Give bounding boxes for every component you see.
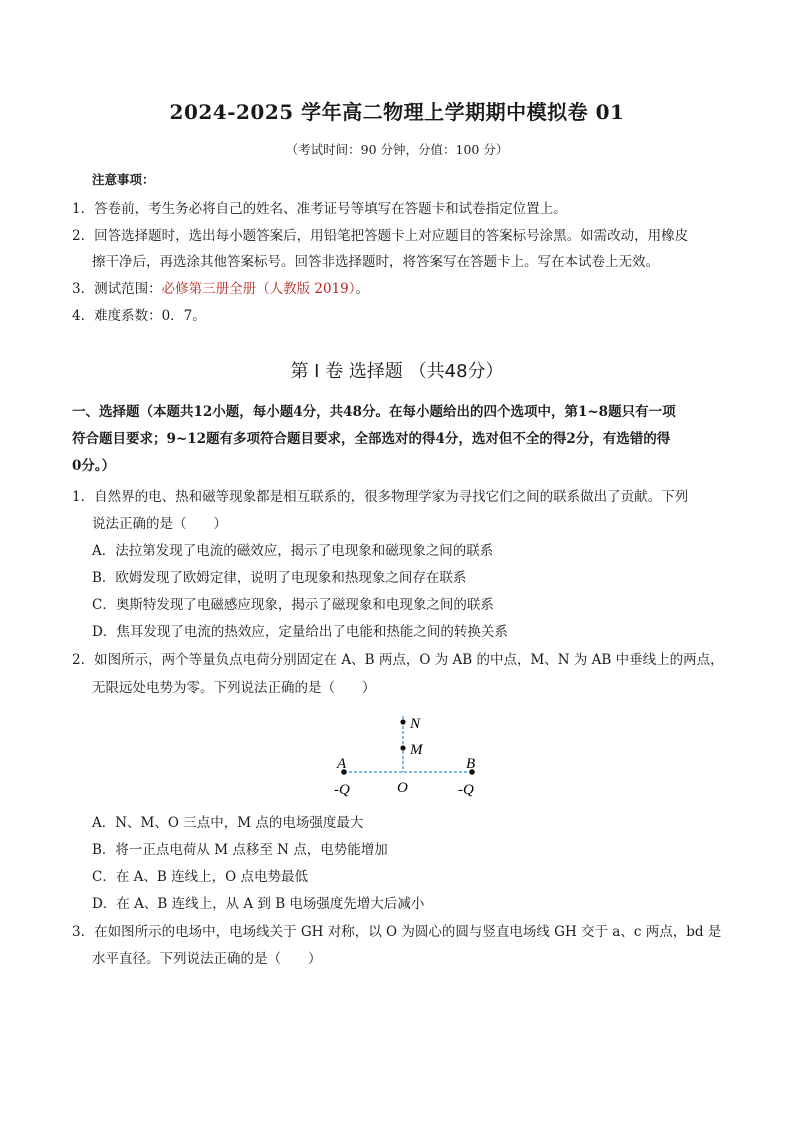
notice-highlight: 必修第三册全册（人教版 2019） [161, 281, 356, 297]
notice-num: 4． [72, 308, 95, 324]
notice-text: 回答选择题时，选出每小题答案后，用铅笔把答题卡上对应题目的答案标号涂黑。如需改动，用橡皮 [94, 228, 689, 244]
notice-num: 3． [72, 281, 95, 297]
exam-title: 2024-2025 学年高二物理上学期期中模拟卷 01 [169, 100, 625, 124]
charge-diagram-svg [326, 712, 496, 802]
q2-option-d: D．在 A、B 连线上，从 A 到 B 电场强度先增大后减小 [92, 896, 425, 912]
notice-item-4 [72, 304, 206, 324]
section-title: 第 I 卷 选择题 （共48分） [290, 361, 504, 382]
point-n [400, 719, 405, 724]
point-m [400, 745, 405, 750]
q2-option-c: C．在 A、B 连线上，O 点电势最低 [92, 869, 308, 885]
notice-text: 。 [355, 281, 369, 297]
section-instruction-2: 符合题目要求；9~12题有多项符合题目要求，全部选对的得4分，选对但不全的得2分，有选错的得 [72, 431, 671, 447]
notice-num: 1． [72, 201, 95, 217]
q1-stem-line-2: 说法正确的是（ ） [92, 516, 227, 532]
q1-option-b: B．欧姆发现了欧姆定律，说明了电现象和热现象之间存在联系 [92, 570, 467, 586]
charge-a: -Q [334, 782, 350, 798]
notice-item-1 [72, 197, 567, 217]
q3-stem-line-1: 3．在如图所示的电场中，电场线关于 GH 对称，以 O 为圆心的圆与竖直电场线 GH 交于 a、c 两点，bd 是 [72, 924, 722, 940]
q1-option-a: A．法拉第发现了电流的磁效应，揭示了电现象和磁现象之间的联系 [92, 543, 494, 559]
notice-item-2 [72, 224, 688, 244]
label-o: O [397, 780, 408, 796]
q1-option-c: C．奥斯特发现了电磁感应现象，揭示了磁现象和电现象之间的联系 [92, 597, 494, 613]
label-m: M [410, 742, 423, 758]
section-instruction-1: 一、选择题（本题共12小题，每小题4分，共48分。在每小题给出的四个选项中，第1~8题只有一项 [72, 404, 676, 420]
notice-item-3 [72, 277, 369, 297]
notice-heading: 注意事项： [92, 172, 155, 187]
q2-stem-line-1: 2．如图所示，两个等量负点电荷分别固定在 A、B 两点，O 为 AB 的中点，M、N 为 AB 中垂线上的两点， [72, 652, 724, 668]
q2-stem-line-2: 无限远处电势为零。下列说法正确的是（ ） [92, 680, 376, 696]
notice-num: 2． [72, 228, 95, 244]
notice-text: 难度系数：0．7。 [94, 308, 206, 324]
exam-subtitle: （考试时间：90 分钟，分值：100 分） [285, 142, 509, 157]
notice-text: 答卷前，考生务必将自己的姓名、准考证号等填写在答题卡和试卷指定位置上。 [94, 201, 567, 217]
q3-stem-line-2: 水平直径。下列说法正确的是（ ） [92, 951, 322, 967]
notice-text: 测试范围： [94, 281, 162, 297]
label-n: N [410, 716, 421, 732]
q1-option-d: D．焦耳发现了电流的热效应，定量给出了电能和热能之间的转换关系 [92, 624, 508, 640]
label-b: B [466, 756, 476, 772]
charge-diagram [326, 712, 496, 802]
label-a: A [337, 756, 347, 772]
q2-option-b: B．将一正点电荷从 M 点移至 N 点，电势能增加 [92, 842, 388, 858]
notice-item-2-cont: 擦干净后，再选涂其他答案标号。回答非选择题时，将答案写在答题卡上。写在本试卷上无效。 [92, 254, 659, 270]
q2-option-a: A．N、M、O 三点中，M 点的电场强度最大 [92, 815, 364, 831]
charge-b: -Q [458, 782, 474, 798]
q1-stem-line-1: 1．自然界的电、热和磁等现象都是相互联系的，很多物理学家为寻找它们之间的联系做出了贡献。下列 [72, 489, 689, 505]
section-instruction-3: 0分。） [72, 458, 116, 474]
